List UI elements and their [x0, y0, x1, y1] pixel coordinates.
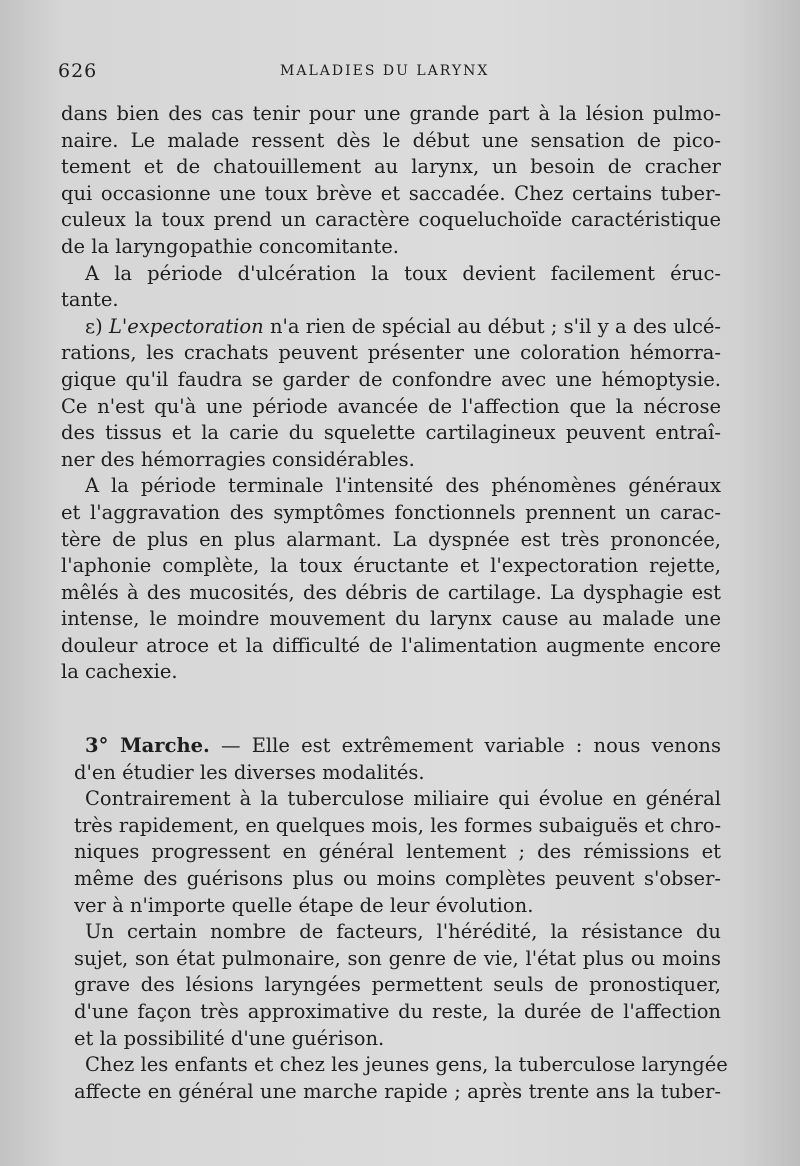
text-line: grave des lésions laryngées permettent seuls de pronostiquer,: [74, 973, 721, 997]
text-line: et la possibilité d'une guérison.: [74, 1026, 385, 1050]
text-line: ver à n'importe quelle étape de leur évolution.: [74, 893, 534, 917]
text-line: douleur atroce et la difficulté de l'alimentation augmente encore: [61, 633, 721, 657]
text-line: d'une façon très approximative du reste, la durée de l'affection: [74, 999, 721, 1023]
text-line: la cachexie.: [61, 660, 178, 684]
text-line: affecte en général une marche rapide ; après trente ans la tuber-: [74, 1079, 721, 1103]
text-line: tement et de chatouillement au larynx, un besoin de cracher: [61, 155, 721, 179]
emphasized-term: L'expectoration: [108, 314, 264, 338]
text-line: A la période terminale l'intensité des phénomènes généraux: [85, 474, 721, 498]
text-line: Un certain nombre de facteurs, l'hérédité, la résistance du: [85, 920, 721, 944]
text-line: de la laryngopathie concomitante.: [61, 234, 399, 258]
text-line: Chez les enfants et chez les jeunes gens, la tuberculose laryngée: [85, 1053, 728, 1077]
text-line: tère de plus en plus alarmant. La dyspnée est très prononcée,: [61, 527, 721, 551]
text-line: même des guérisons plus ou moins complètes peuvent s'obser-: [74, 866, 721, 890]
text-line: tante.: [61, 288, 119, 312]
text-line: très rapidement, en quelques mois, les formes subaiguës et chro-: [74, 813, 722, 837]
text-line: naire. Le malade ressent dès le début une sensation de pico-: [61, 128, 721, 152]
text-line: ner des hémorragies considérables.: [61, 447, 415, 471]
section-heading-line: [61, 733, 721, 760]
text-line: culeux la toux prend un caractère coqueluchoïde caractéristique: [61, 208, 721, 232]
text-line: l'aphonie complète, la toux éructante et l'expectoration rejette,: [61, 554, 721, 578]
text-fragment: n'a rien de spécial au début ; s'il y a des ulcé-: [269, 314, 722, 338]
text-line: Ce n'est qu'à une période avancée de l'affection que la nécrose: [61, 394, 721, 418]
text-line: gique qu'il faudra se garder de confondre avec une hémoptysie.: [61, 367, 721, 391]
text-line: dans bien des cas tenir pour une grande part à la lésion pulmo-: [61, 102, 721, 125]
page-number: 626: [58, 60, 98, 82]
text-line: niques progressent en général lentement ; des rémissions et: [74, 840, 721, 864]
text-line: mêlés à des mucosités, des débris de cartilage. La dysphagie est: [61, 580, 721, 604]
text-line: d'en étudier les diverses modalités.: [74, 760, 425, 784]
text-line: [61, 314, 721, 341]
text-line: Contrairement à la tuberculose miliaire qui évolue en général: [85, 787, 721, 811]
text-line: A la période d'ulcération la toux devient facilement éruc-: [85, 261, 721, 285]
running-head: MALADIES DU LARYNX: [280, 63, 490, 79]
list-marker: ε): [85, 314, 103, 338]
text-line: qui occasionne une toux brève et saccadée. Chez certains tuber-: [61, 181, 721, 205]
text-line: sujet, son état pulmonaire, son genre de vie, l'état plus ou moins: [74, 946, 721, 970]
text-line: et l'aggravation des symptômes fonctionnels prennent un carac-: [61, 500, 721, 524]
text-line: des tissus et la carie du squelette cartilagineux peuvent entraî-: [61, 421, 721, 445]
text-line: rations, les crachats peuvent présenter une coloration hémorra-: [61, 341, 721, 365]
text-fragment: — Elle est extrêmement variable : nous venons: [221, 734, 721, 757]
text-block-top: [61, 101, 721, 686]
page-header: [58, 60, 718, 90]
text-line: intense, le moindre mouvement du larynx cause au malade une: [61, 607, 721, 631]
text-block-bottom: [61, 733, 728, 1105]
section-heading: 3° Marche.: [85, 734, 210, 757]
